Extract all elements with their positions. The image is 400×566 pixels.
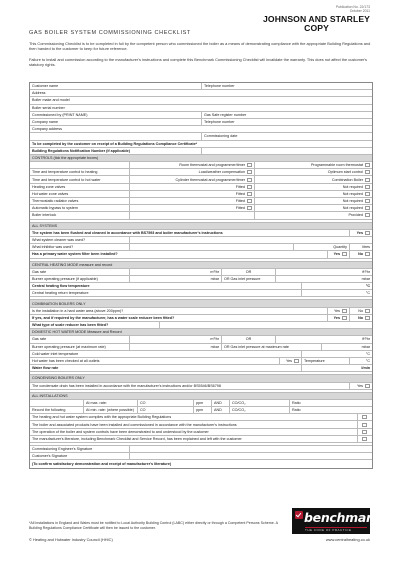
auto-bypass-row <box>30 205 372 212</box>
boiler-interlock-label: Boiler interlock <box>32 213 57 218</box>
flushed-yes-checkbox[interactable] <box>365 231 370 235</box>
mbar-label: mbar <box>210 344 219 349</box>
dhw-gas-rate-m3-field[interactable] <box>130 336 222 342</box>
yes-label: Yes <box>356 383 363 388</box>
fthr-label: ft³/hr <box>362 269 370 274</box>
at-max-rate-label: At max. rate: <box>86 400 107 405</box>
hard-water-no-checkbox[interactable] <box>365 309 370 313</box>
telephone-field[interactable] <box>202 83 372 89</box>
co-co2-label: CO/CO₂ <box>232 400 246 405</box>
publication-info <box>336 5 370 14</box>
confirm-label: (To confirm satisfactory demonstration and receipt of manufacturer's literature) <box>32 461 172 466</box>
combination-header-label: COMBINATION BOILERS ONLY <box>32 301 86 306</box>
hot-water-outlets-row <box>30 358 372 365</box>
prog-room-thermostat-checkbox[interactable] <box>365 163 370 167</box>
deg-c-label: °C <box>365 284 370 289</box>
hard-water-yes-checkbox[interactable] <box>342 309 347 313</box>
filter-yes-checkbox[interactable] <box>342 252 347 256</box>
dhw-burner-pressure-label: Burner operating pressure (at maximum rate) <box>32 344 106 349</box>
commissioning-date-field[interactable] <box>202 133 372 139</box>
fitted-label: Fitted <box>235 199 245 204</box>
heating-zone-fitted-checkbox[interactable] <box>247 185 252 189</box>
commissioning-date-label: Commissioning date <box>204 134 238 139</box>
company-address-row[interactable] <box>30 126 372 133</box>
provided-label: Provided <box>348 213 363 218</box>
combination-boiler-label: Combination Boiler <box>331 177 363 182</box>
regs-number-label: Building Regulations Notification Number (if applicable) <box>32 148 130 153</box>
co-co2-label: CO/CO₂ <box>232 408 246 413</box>
not-required-label: Not required <box>342 199 363 204</box>
central-heating-header <box>30 262 372 269</box>
dhw-gas-rate-ft3-field[interactable] <box>276 336 372 342</box>
fitted-label: Fitted <box>235 191 245 196</box>
benchmark-logo <box>292 508 380 534</box>
telephone-label: Telephone number <box>204 84 235 89</box>
ch-return-temp-row <box>30 290 372 297</box>
all-systems-header <box>30 223 372 230</box>
scale-reducer-row <box>30 315 372 322</box>
cold-water-inlet-row <box>30 351 372 358</box>
yes-label: Yes <box>333 252 340 257</box>
prog-room-thermostat-label: Programmable room thermostat <box>310 163 363 168</box>
trv-label: Thermostatic radiator valves <box>32 199 79 204</box>
yes-label: Yes <box>333 315 340 320</box>
combination-boiler-checkbox[interactable] <box>365 178 370 182</box>
condensing-header <box>30 375 372 382</box>
intro-paragraph-2: Failure to install and commission according to the manufacturer's instructions and complete this Benchmark Commissioning Checklist will invalidate the warranty. This does not affect the customer's statutory rights. <box>29 57 367 68</box>
address-row[interactable] <box>30 90 372 97</box>
optimum-start-label: Optimum start control <box>327 170 363 175</box>
or-label: OR <box>245 337 252 342</box>
engineer-signature-field[interactable] <box>130 446 372 452</box>
regulations-comply-label: The heating and hot water system complies with the appropriate Building Regulations <box>32 415 172 420</box>
no-label: No <box>358 252 363 257</box>
dhw-header <box>30 329 372 336</box>
publication-number: Publication No. 22/173 <box>335 5 370 9</box>
ch-burner-pressure-label: Burner operating pressure (if applicable) <box>32 276 98 281</box>
trv-not-required-checkbox[interactable] <box>365 199 370 203</box>
hot-water-zone-valves-label: Hot water zone valves <box>32 191 69 196</box>
ch-return-temp-field[interactable] <box>302 290 372 296</box>
temperature-label: Temperature <box>304 359 325 364</box>
ch-burner-pressure-field[interactable] <box>130 276 222 282</box>
ch-flow-temp-row <box>30 283 372 290</box>
condensate-yes-checkbox[interactable] <box>365 384 370 388</box>
record-min-row <box>30 407 372 414</box>
operation-demonstrated-checkbox[interactable] <box>362 430 367 434</box>
dhw-burner-pressure-field[interactable] <box>130 344 222 350</box>
controls-heating-row-1 <box>30 162 372 169</box>
load-weather-checkbox[interactable] <box>247 170 252 174</box>
ppm-label: ppm <box>196 400 204 405</box>
heating-zone-not-required-checkbox[interactable] <box>365 185 370 189</box>
ratio-label: Ratio <box>292 400 301 405</box>
dhw-gas-rate-row <box>30 336 372 343</box>
cleaner-row <box>30 237 372 244</box>
time-temp-heating-label: Time and temperature control to heating <box>32 170 98 175</box>
address-label: Address <box>32 91 46 96</box>
publication-date: October 2011 <box>349 9 370 14</box>
controls-header <box>30 155 372 162</box>
company-telephone-label: Telephone number <box>204 120 235 125</box>
commissioned-by-row <box>30 112 372 119</box>
ratio-label: Ratio <box>292 408 301 413</box>
hot-water-outlets-yes-checkbox[interactable] <box>294 359 299 363</box>
operation-demonstrated-label: The operation of the boiler and system controls have been demonstrated to and understood by the customer <box>32 429 209 434</box>
ch-gas-inlet-field[interactable] <box>276 276 372 282</box>
hot-water-zone-not-required-checkbox[interactable] <box>365 192 370 196</box>
dhw-header-label: DOMESTIC HOT WATER MODE Measure and Record <box>32 330 122 335</box>
customer-name-label: Customer name <box>32 84 59 89</box>
and-label: AND <box>214 400 222 405</box>
commissioning-date-row <box>30 133 372 140</box>
or-gas-inlet-label: OR Gas inlet pressure <box>224 276 261 281</box>
inhibitor-label: What inhibitor was used? <box>32 245 74 250</box>
load-weather-label: Load/weather compensation <box>198 170 245 175</box>
logo-tagline: THE CODE OF PRACTICE <box>305 528 352 532</box>
not-required-label: Not required <box>342 184 363 189</box>
boiler-make-row[interactable] <box>30 97 372 104</box>
scale-type-row <box>30 322 372 329</box>
controls-hot-water-row <box>30 176 372 183</box>
regs-cert-row <box>30 141 372 148</box>
not-required-label: Not required <box>342 206 363 211</box>
trv-row <box>30 198 372 205</box>
not-required-label: Not required <box>342 191 363 196</box>
time-temp-hot-water-label: Time and temperature control to hot water <box>32 177 101 182</box>
central-heating-header-label: CENTRAL HEATING MODE measure and record <box>32 262 113 267</box>
boiler-interlock-row <box>30 212 372 219</box>
or-label: OR <box>245 269 252 274</box>
heating-zone-valves-row <box>30 184 372 191</box>
dhw-gas-rate-label: Gas rate <box>32 337 47 342</box>
condensing-header-label: CONDENSING BOILERS ONLY <box>32 376 85 381</box>
gas-safe-label: Gas Safe register number <box>204 112 247 117</box>
engineer-signature-label: Commissioning Engineer's Signature <box>32 447 93 452</box>
water-flow-field[interactable] <box>302 365 372 371</box>
company-name-field[interactable] <box>30 119 202 125</box>
copy-label: COPY <box>304 23 329 33</box>
co-label: CO <box>140 408 146 413</box>
operation-demonstrated-row <box>30 429 372 436</box>
auto-bypass-label: Automatic bypass to system <box>32 206 78 211</box>
ch-gas-rate-ft3-field[interactable] <box>276 269 372 275</box>
m3hr-label: m³/hr <box>210 337 219 342</box>
ch-gas-rate-label: Gas rate <box>32 269 47 274</box>
record-max-row <box>30 400 372 407</box>
trv-fitted-checkbox[interactable] <box>247 199 252 203</box>
litres-label: litres <box>362 245 370 250</box>
intro-paragraph-1: This Commissioning Checklist is to be completed in full by the competent person who commissioned the boiler as a means of demonstrating compliance with the appropriate Building Regulations and then handed to the customer to keep for future reference. <box>29 41 371 52</box>
water-flow-label: Water flow rate <box>32 366 59 371</box>
filter-row <box>30 251 372 258</box>
scale-reducer-no-checkbox[interactable] <box>365 316 370 320</box>
footnote: *All installations in England and Wales must be notified to Local Authority Building Control (LABC) either directly or through a Competent Persons Scheme. A Building Regulations Compliance Certificate will then be issued to the customer. <box>29 521 278 530</box>
outlet-temp-field[interactable] <box>350 358 372 364</box>
dhw-gas-inlet-field[interactable] <box>322 344 372 350</box>
deg-c-label: °C <box>365 351 370 356</box>
cold-water-inlet-field[interactable] <box>302 351 372 357</box>
hot-water-zone-valves-row <box>30 191 372 198</box>
logo-word: benchmark <box>304 510 380 525</box>
record-following-label: Record the following <box>32 408 66 413</box>
ch-gas-rate-row <box>30 269 372 276</box>
tick-icon <box>295 511 303 519</box>
or-gas-inlet-max-label: OR Gas inlet pressure at maximum rate <box>224 344 289 349</box>
quantity-label: Quantity <box>333 245 347 250</box>
co-label: CO <box>140 400 146 405</box>
regs-cert-label: To be completed by the customer on receipt of a Building Regulations Compliance Certificate* <box>32 141 198 146</box>
boiler-serial-label: Boiler serial number <box>32 105 65 110</box>
ch-flow-temp-label: Central heating flow temperature <box>32 284 90 289</box>
no-label: No <box>358 315 363 320</box>
water-flow-row <box>30 365 372 372</box>
all-installations-header <box>30 393 372 400</box>
dhw-burner-pressure-row <box>30 344 372 351</box>
hot-water-outlets-label: Hot water has been checked at all outlets <box>32 359 100 364</box>
hot-water-zone-fitted-checkbox[interactable] <box>247 192 252 196</box>
condensate-label: The condensate drain has been installed in accordance with the manufacturer's instructions and/or BS5546/BS6798 <box>32 383 221 388</box>
scale-type-field[interactable] <box>160 322 372 328</box>
max-ratio-field[interactable] <box>230 400 290 406</box>
yes-label: Yes <box>285 359 292 364</box>
installed-commissioned-checkbox[interactable] <box>362 423 367 427</box>
scale-reducer-label: If yes, and if required by the manufacturer, has a water scale reducer been fitted? <box>32 315 175 320</box>
deg-c-label: °C <box>365 359 370 364</box>
all-installations-header-label: ALL INSTALLATIONS <box>32 393 68 398</box>
company-row <box>30 119 372 126</box>
min-ratio-field[interactable] <box>230 407 290 413</box>
scale-reducer-yes-checkbox[interactable] <box>342 316 347 320</box>
fitted-label: Fitted <box>235 184 245 189</box>
installed-commissioned-row <box>30 421 372 428</box>
regs-number-row <box>30 148 372 155</box>
m3hr-label: m³/hr <box>210 269 219 274</box>
controls-heating-row-2 <box>30 169 372 176</box>
auto-bypass-fitted-checkbox[interactable] <box>247 206 252 210</box>
customer-signature-field[interactable] <box>130 453 372 459</box>
copyright: © Heating and Hotwater Industry Council (HHIC) <box>29 537 113 542</box>
company-address-label: Company address <box>32 127 62 132</box>
fthr-label: ft³/hr <box>362 337 370 342</box>
inhibitor-row <box>30 244 372 251</box>
and-label: AND <box>214 408 222 413</box>
boiler-interlock-checkbox[interactable] <box>365 213 370 217</box>
all-systems-header-label: ALL SYSTEMS <box>32 223 58 228</box>
gas-safe-field[interactable] <box>202 112 372 118</box>
regs-number-field[interactable] <box>202 148 372 154</box>
filter-label: Has a primary water system filter been installed? <box>32 252 118 257</box>
hard-water-row <box>30 308 372 315</box>
room-thermostat-checkbox[interactable] <box>247 163 252 167</box>
optimum-start-checkbox[interactable] <box>365 170 370 174</box>
boiler-serial-row[interactable] <box>30 105 372 112</box>
customer-signature-row <box>30 453 372 460</box>
regulations-comply-checkbox[interactable] <box>362 415 367 419</box>
brand-name: JOHNSON AND STARLEY <box>263 14 370 24</box>
brand-heading <box>263 15 370 33</box>
ppm-label: ppm <box>196 408 204 413</box>
installed-commissioned-label: The boiler and associated products have been installed and commissioned in accordance with the manufacturer's instructions <box>32 422 237 427</box>
customer-name-field[interactable] <box>30 83 202 89</box>
mbar-label: mbar <box>210 276 219 281</box>
confirm-row <box>30 460 372 467</box>
flushed-label: The system has been flushed and cleaned in accordance with BS7593 and boiler manufacturer's instructions <box>32 230 223 235</box>
regulations-comply-row <box>30 414 372 421</box>
at-min-rate-label: At min. rate: (where possible) <box>86 408 134 413</box>
scale-type-label: What type of scale reducer has been fitted? <box>32 323 109 328</box>
cylinder-thermostat-checkbox[interactable] <box>247 178 252 182</box>
auto-bypass-not-required-checkbox[interactable] <box>365 206 370 210</box>
max-co-field[interactable] <box>138 400 194 406</box>
mbar-label: mbar <box>361 276 370 281</box>
fitted-label: Fitted <box>235 206 245 211</box>
boiler-make-label: Boiler make and model <box>32 98 70 103</box>
cleaner-field[interactable] <box>130 237 372 243</box>
commissioned-by-label: Commissioned by (PRINT NAME) <box>32 112 88 117</box>
website-link[interactable]: www.centralheating.co.uk <box>325 537 370 542</box>
controls-header-label: CONTROLS (tick the appropriate boxes) <box>32 155 99 160</box>
checklist-form <box>29 82 373 469</box>
min-co-field[interactable] <box>138 407 194 413</box>
inhibitor-field[interactable] <box>130 244 294 250</box>
customer-signature-label: Customer's Signature <box>32 454 68 459</box>
cleaner-label: What system cleaner was used? <box>32 238 86 243</box>
company-name-label: Company name <box>32 120 59 125</box>
no-label: No <box>358 308 363 313</box>
yes-label: Yes <box>333 308 340 313</box>
flushed-row <box>30 230 372 237</box>
deg-c-label: °C <box>365 291 370 296</box>
lmin-label: l/min <box>361 366 370 371</box>
commissioned-by-field[interactable] <box>30 112 202 118</box>
literature-explained-label: The manufacturer's literature, including Benchmark Checklist and Service Record, has been explained and left with the customer <box>32 436 242 441</box>
yes-label: Yes <box>356 230 363 235</box>
literature-explained-checkbox[interactable] <box>362 437 367 441</box>
room-thermostat-label: Room thermostat and programmer/timer <box>179 163 245 168</box>
condensate-row <box>30 383 372 390</box>
ch-flow-temp-field[interactable] <box>302 283 372 289</box>
page-title: GAS BOILER SYSTEM COMMISSIONING CHECKLIST <box>29 30 191 36</box>
ch-gas-rate-m3-field[interactable] <box>130 269 222 275</box>
literature-explained-row <box>30 436 372 443</box>
heating-zone-valves-label: Heating zone valves <box>32 184 66 189</box>
cold-water-inlet-label: Cold water inlet temperature <box>32 351 79 356</box>
mbar-label: mbar <box>361 344 370 349</box>
ch-burner-pressure-row <box>30 276 372 283</box>
engineer-signature-row <box>30 446 372 453</box>
combination-header <box>30 300 372 307</box>
cylinder-thermostat-label: Cylinder thermostat and programmer/timer <box>175 177 245 182</box>
hard-water-label: Is the installation in a hard water area (above 200ppm)? <box>32 308 124 313</box>
filter-no-checkbox[interactable] <box>365 252 370 256</box>
company-telephone-field[interactable] <box>202 119 372 125</box>
customer-row <box>30 83 372 90</box>
ch-return-temp-label: Central heating return temperature <box>32 291 89 296</box>
